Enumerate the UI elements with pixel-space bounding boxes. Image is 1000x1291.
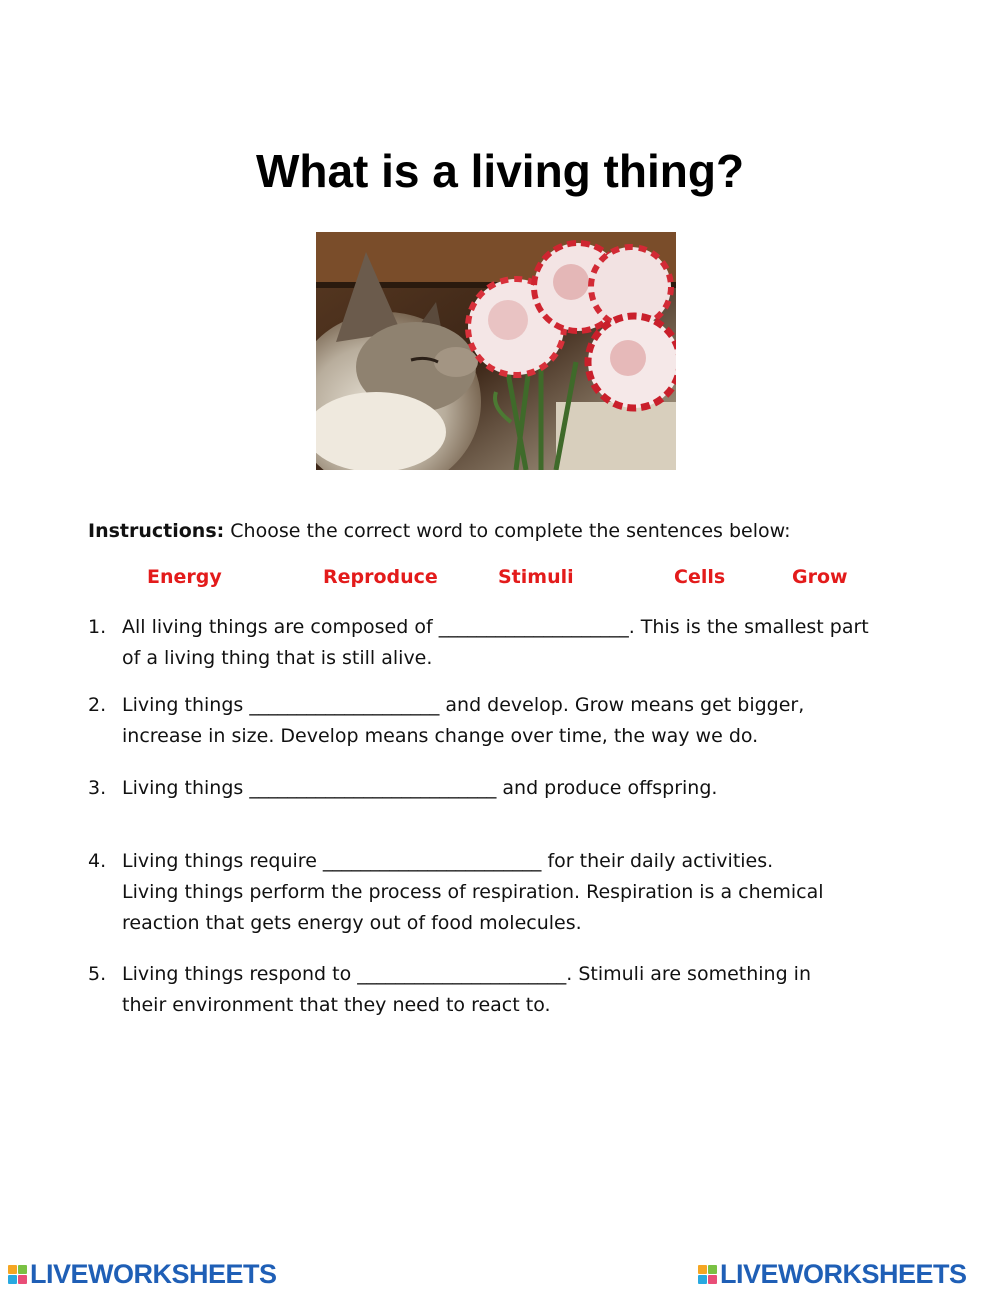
question-line: of a living thing that is still alive. — [122, 647, 433, 669]
brand-text: LIVEWORKSHEETS — [720, 1258, 967, 1289]
question-number: 2. — [88, 694, 107, 716]
word-bank-cells: Cells — [674, 566, 726, 588]
question-line: All living things are composed of ____________________. This is the smallest part — [122, 616, 869, 638]
word-bank-stimuli: Stimuli — [498, 566, 574, 588]
question-line: Living things __________________________ and produce offspring. — [122, 777, 718, 799]
question-line: their environment that they need to react to. — [122, 994, 551, 1016]
liveworksheets-logo-right — [698, 1259, 967, 1289]
question-line: Living things require _______________________ for their daily activities. — [122, 850, 774, 872]
instructions-text: Choose the correct word to complete the sentences below: — [224, 520, 791, 542]
instructions-label: Instructions: — [88, 520, 225, 542]
page-title: What is a living thing? — [255, 145, 745, 197]
question-number: 5. — [88, 963, 107, 985]
instructions — [88, 520, 791, 542]
word-bank-grow: Grow — [792, 566, 848, 588]
liveworksheets-icon — [698, 1265, 717, 1284]
question-line: Living things perform the process of respiration. Respiration is a chemical — [122, 881, 824, 903]
question-line: reaction that gets energy out of food molecules. — [122, 912, 582, 934]
brand-text: LIVEWORKSHEETS — [30, 1258, 277, 1289]
question-line: Living things respond to ______________________. Stimuli are something in — [122, 963, 812, 985]
question-number: 3. — [88, 777, 107, 799]
liveworksheets-logo-left — [8, 1259, 277, 1289]
word-bank-reproduce: Reproduce — [323, 566, 438, 588]
question-number: 1. — [88, 616, 107, 638]
question-line: increase in size. Develop means change over time, the way we do. — [122, 725, 759, 747]
cat-and-flowers-photo — [316, 232, 676, 470]
question-number: 4. — [88, 850, 107, 872]
question-line: Living things ____________________ and develop. Grow means get bigger, — [122, 694, 805, 716]
word-bank-energy: Energy — [147, 566, 222, 588]
liveworksheets-icon — [8, 1265, 27, 1284]
